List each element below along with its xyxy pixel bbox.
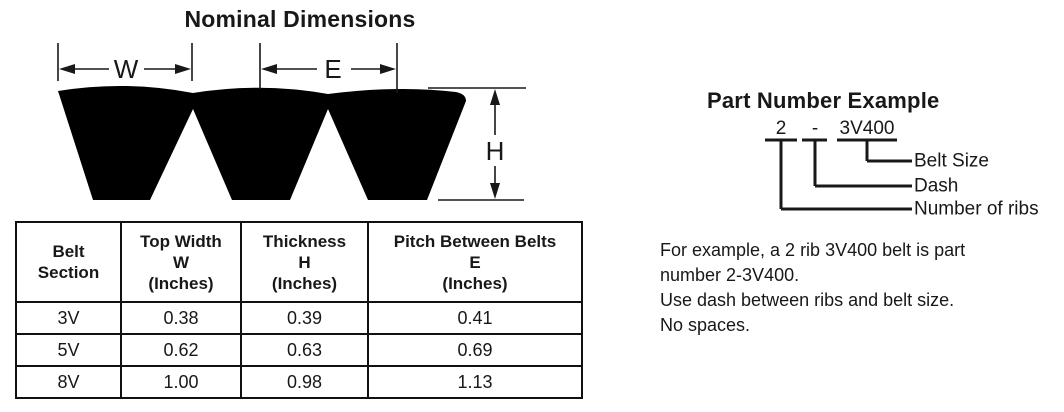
header-belt-section: Belt Section [16, 222, 121, 302]
nominal-dimensions-title: Nominal Dimensions [184, 6, 416, 32]
cell-top-width: 0.38 [121, 302, 241, 334]
callout-ribs-label: Number of ribs [914, 198, 1039, 220]
dash-text: - [811, 118, 819, 139]
table-row [16, 366, 582, 398]
cell-belt-section: 8V [16, 366, 121, 398]
table-header-row [16, 222, 582, 302]
belt-size-text: 3V400 [839, 118, 895, 139]
note-line: number 2-3V400. [660, 265, 800, 285]
cell-belt-section: 5V [16, 334, 121, 366]
h-arrowhead-up [490, 89, 500, 105]
belt-ribs-shape [58, 86, 466, 200]
cell-belt-section: 3V [16, 302, 121, 334]
table-row [16, 334, 582, 366]
callout-belt-size-label: Belt Size [914, 150, 989, 172]
cell-pitch: 0.69 [368, 334, 582, 366]
part-number-breakdown-diagram [740, 110, 1064, 230]
h-dimension-label: H [485, 136, 505, 166]
e-arrowhead-left [261, 64, 277, 74]
ribs-count-text: 2 [775, 118, 787, 139]
header-thickness: Thickness H (Inches) [241, 222, 368, 302]
cell-top-width: 0.62 [121, 334, 241, 366]
cell-thickness: 0.63 [241, 334, 368, 366]
callout-lines [765, 140, 912, 209]
w-arrowhead-left [59, 64, 75, 74]
callout-dash-label: Dash [914, 175, 959, 197]
cell-thickness: 0.39 [241, 302, 368, 334]
header-pitch-between-belts: Pitch Between Belts E (Inches) [368, 222, 582, 302]
w-dimension-label: W [113, 54, 139, 84]
e-dimension-label: E [324, 54, 342, 84]
part-number-example-title: Part Number Example [707, 88, 940, 113]
cell-pitch: 0.41 [368, 302, 582, 334]
cell-thickness: 0.98 [241, 366, 368, 398]
h-arrowhead-down [490, 183, 500, 199]
e-arrowhead-right [380, 64, 396, 74]
w-arrowhead-right [175, 64, 191, 74]
belt-dimensions-table [15, 221, 583, 399]
header-top-width: Top Width W (Inches) [121, 222, 241, 302]
note-line: No spaces. [660, 315, 751, 335]
table-row [16, 302, 582, 334]
note-line: Use dash between ribs and belt size. [660, 290, 955, 310]
cell-top-width: 1.00 [121, 366, 241, 398]
note-line: For example, a 2 rib 3V400 belt is part [660, 240, 966, 260]
cell-pitch: 1.13 [368, 366, 582, 398]
part-number-notes [660, 238, 965, 338]
belt-cross-section-diagram [0, 0, 560, 215]
